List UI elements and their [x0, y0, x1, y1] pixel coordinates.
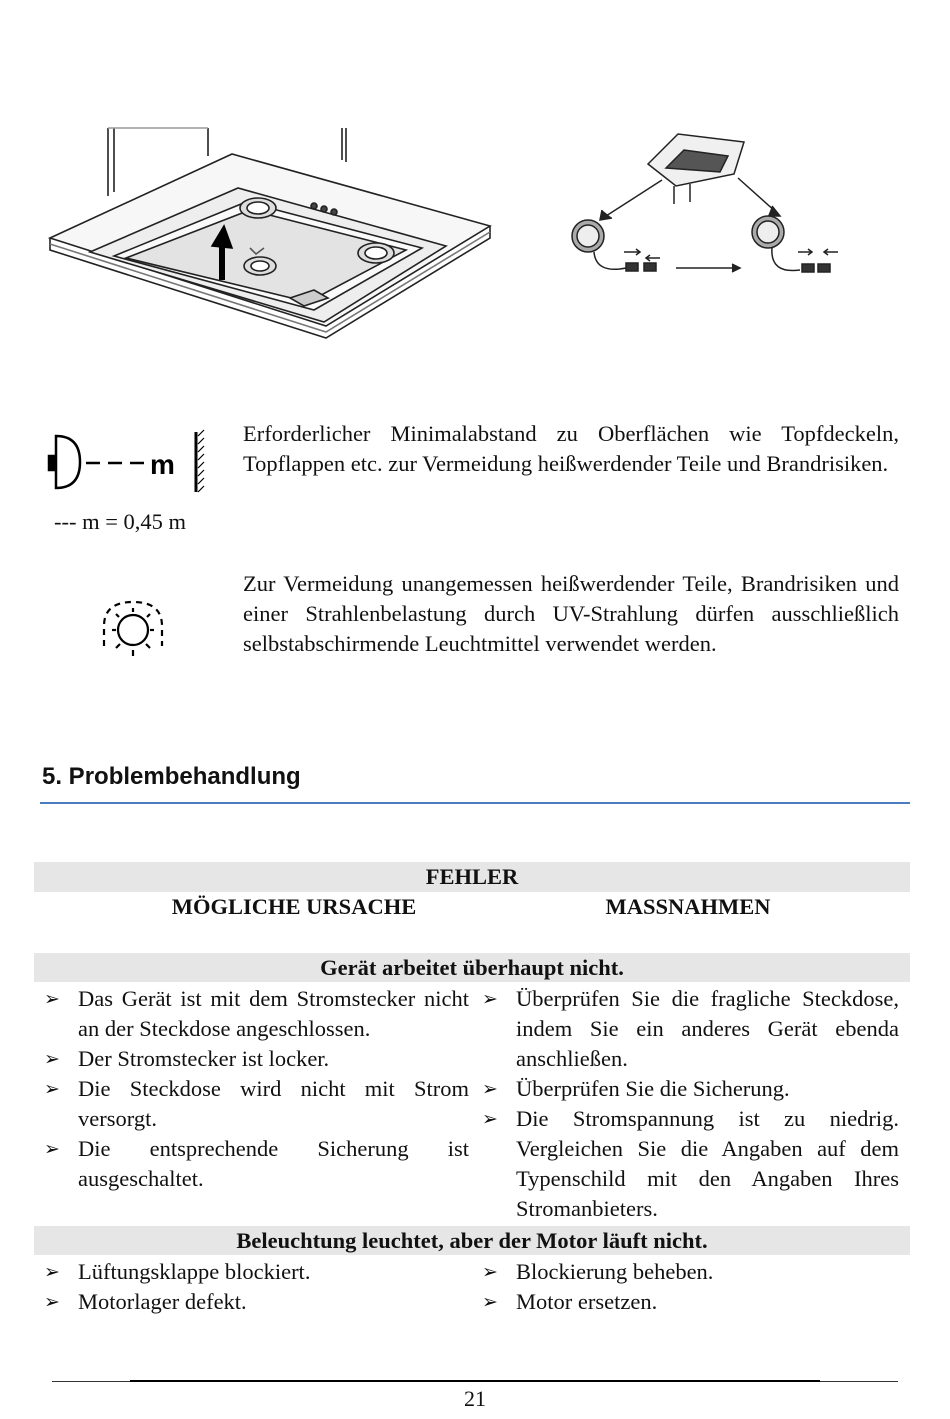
column-header-action: MASSNAHMEN [605, 894, 771, 919]
bullet-arrow-icon: ➢ [44, 1048, 60, 1070]
group-title: Beleuchtung leuchtet, aber der Motor läuft nicht. [236, 1228, 708, 1253]
minimum-distance-icon [46, 426, 210, 498]
distance-label: --- m = 0,45 m [54, 509, 187, 534]
svg-text:m: m [150, 449, 175, 480]
list-item: ➢ Der Stromstecker ist locker. [34, 1044, 469, 1074]
section-divider [40, 802, 910, 804]
bullet-arrow-icon: ➢ [44, 1138, 60, 1160]
bullet-arrow-icon: ➢ [44, 1078, 60, 1100]
bullet-arrow-icon: ➢ [44, 1291, 60, 1313]
distance-note: Erforderlicher Minimalabstand zu Oberflächen wie Topfdeckeln, Topflappen etc. zur Vermeidung heißwerdender Teile und Brandrisiken. [243, 421, 899, 476]
list-item: ➢ Lüftungsklappe blockiert. [34, 1257, 469, 1287]
bullet-arrow-icon: ➢ [44, 988, 60, 1010]
bullet-arrow-icon: ➢ [482, 1261, 498, 1283]
column-header-cause: MÖGLICHE URSACHE [171, 894, 417, 919]
list-item: ➢ Überprüfen Sie die Sicherung. [472, 1074, 899, 1104]
table-header-fehler: FEHLER [425, 864, 519, 889]
self-shielding-lamp-icon [96, 596, 170, 662]
bullet-arrow-icon: ➢ [482, 1291, 498, 1313]
bullet-arrow-icon: ➢ [482, 1108, 498, 1130]
page-number: 21 [464, 1386, 486, 1411]
cause-list [34, 1257, 469, 1317]
lamp-replacement-illustration [566, 124, 854, 292]
hood-filter-illustration [46, 126, 498, 354]
footer-rule-accent [130, 1380, 820, 1382]
list-item: ➢ Die Stromspannung ist zu niedrig. Vergleichen Sie die Angaben auf dem Typenschild mit den Angaben Ihres Stromanbieters. [482, 1106, 899, 1221]
group-title: Gerät arbeitet überhaupt nicht. [320, 955, 624, 980]
bullet-arrow-icon: ➢ [482, 1078, 498, 1100]
list-item: ➢ Die entsprechende Sicherung ist ausgeschaltet. [44, 1136, 469, 1191]
lamp-note: Zur Vermeidung unangemessen heißwerdender Teile, Brandrisiken und einer Strahlenbelastung durch UV-Strahlung dürfen ausschließlich selbstabschirmende Leuchtmittel verwendet werden. [243, 571, 899, 656]
list-item: ➢ Motor ersetzen. [472, 1287, 899, 1317]
bullet-arrow-icon: ➢ [44, 1261, 60, 1283]
list-item: ➢ Blockierung beheben. [472, 1257, 899, 1287]
action-list [472, 1257, 899, 1317]
list-item: ➢ Die Steckdose wird nicht mit Strom versorgt. [44, 1076, 469, 1131]
bullet-arrow-icon: ➢ [482, 988, 498, 1010]
list-item: ➢ Überprüfen Sie die fragliche Steckdose, indem Sie ein anderes Gerät ebenda anschließen. [482, 986, 899, 1071]
list-item: ➢ Das Gerät ist mit dem Stromstecker nicht an der Steckdose angeschlossen. [44, 986, 469, 1041]
cause-list [34, 984, 469, 1194]
list-item: ➢ Motorlager defekt. [34, 1287, 469, 1317]
section-title: 5. Problembehandlung [42, 763, 301, 790]
action-list [472, 984, 899, 1224]
